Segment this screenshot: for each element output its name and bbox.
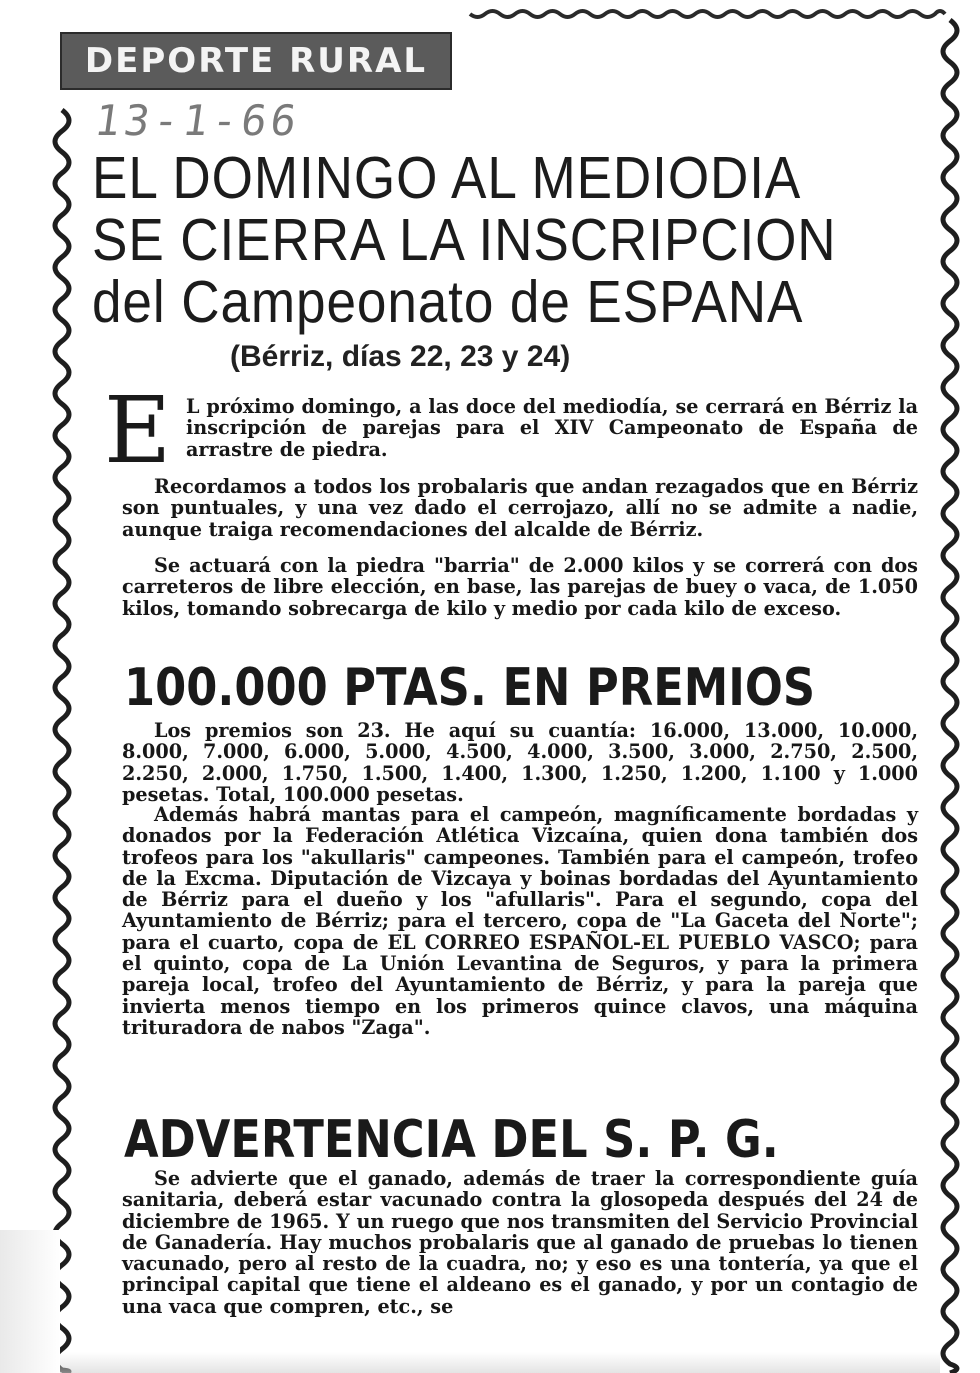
handwritten-date: 13-1-66 xyxy=(91,96,304,145)
section-label-text: DEPORTE RURAL xyxy=(84,41,428,81)
headline-line-2: SE CIERRA LA INSCRIPCION xyxy=(92,207,837,273)
paragraph-piedra: Se actuará con la piedra "barria" de 2.000 kilos y se correrá con dos carreteros de libre elección, en base, las parejas de buey o vaca, de 1.050 kilos, tomando sobrecarga de kilo y medio por cada kilo de exceso. xyxy=(122,554,918,620)
headline-line-1: EL DOMINGO AL MEDIODIA xyxy=(92,145,802,211)
wavy-border-left xyxy=(55,110,69,1373)
subheadline: (Bérriz, días 22, 23 y 24) xyxy=(230,340,571,373)
paragraph-recordamos: Recordamos a todos los probalaris que andan rezagados que en Bérriz son puntuales, y una vez dado el cerrojazo, allí no se admite a nadie, aunque traiga recomendaciones del alcalde de Bérriz. xyxy=(122,475,918,541)
scan-shadow xyxy=(0,1230,60,1373)
drop-cap-letter: E xyxy=(104,377,172,484)
heading-advertencia: ADVERTENCIA DEL S. P. G. xyxy=(124,1110,779,1170)
wavy-border-right xyxy=(943,20,957,1373)
heading-premios: 100.000 PTAS. EN PREMIOS xyxy=(124,658,816,718)
paragraph-inscripcion: L próximo domingo, a las doce del mediodía, se cerrará en Bérriz la inscripción de parejas para el XIV Campeonato de España de arrastre de piedra. xyxy=(186,395,918,461)
paragraph-advertencia: Se advierte que el ganado, además de traer la correspondiente guía sanitaria, deberá estar vacunado contra la glosopeda después del 24 de diciembre de 1965. Y un ruego que nos transmiten del Servicio Provincial de Ganadería. Hay muchos probalaris que al ganado de pruebas lo tienen vacunado, pero al resto de la cuadra, no; y eso es una tontería, ya que el principal capital que tiene el aldeano es el ganado, y por un contagio de una vaca que compren, etc., se xyxy=(122,1167,918,1318)
scan-bottom-shade xyxy=(60,1352,940,1373)
paragraph-trofeos: Además habrá mantas para el campeón, magníficamente bordadas y donados por la Federación Atlética Vizcaína, quien dona también dos trofeos para los "akullaris" campeones. También para el campeón, trofeo de la Excma. Diputación de Vizcaya y boinas bordadas del Ayuntamiento de Bérriz para el dueño y los "afullaris". Para el segundo, copa del Ayuntamiento de Bérriz; para el tercero, copa de "La Gaceta del Norte"; para el cuarto, copa de EL CORREO ESPAÑOL-EL PUEBLO VASCO; para el quinto, copa de La Unión Levantina de Seguros, y para la primera pareja local, trofeo del Ayuntamiento de Bérriz, y para la pareja que invierta menos tiempo en los primeros quince clavos, una máquina trituradora de nabos "Zaga". xyxy=(122,803,918,1039)
headline-line-3: del Campeonato de ESPANA xyxy=(92,269,804,335)
paragraph-premios-list: Los premios son 23. He aquí su cuantía: 16.000, 13.000, 10.000, 8.000, 7.000, 6.000, 5.000, 4.500, 4.000, 3.500, 3.000, 2.750, 2.500, 2.250, 2.000, 1.750, 1.500, 1.400, 1.300, 1.250, 1.200, 1.100 y 1.000 pesetas. Total, 100.000 pesetas. xyxy=(122,719,918,806)
wavy-border-top xyxy=(470,11,945,17)
section-label-banner xyxy=(60,32,452,90)
